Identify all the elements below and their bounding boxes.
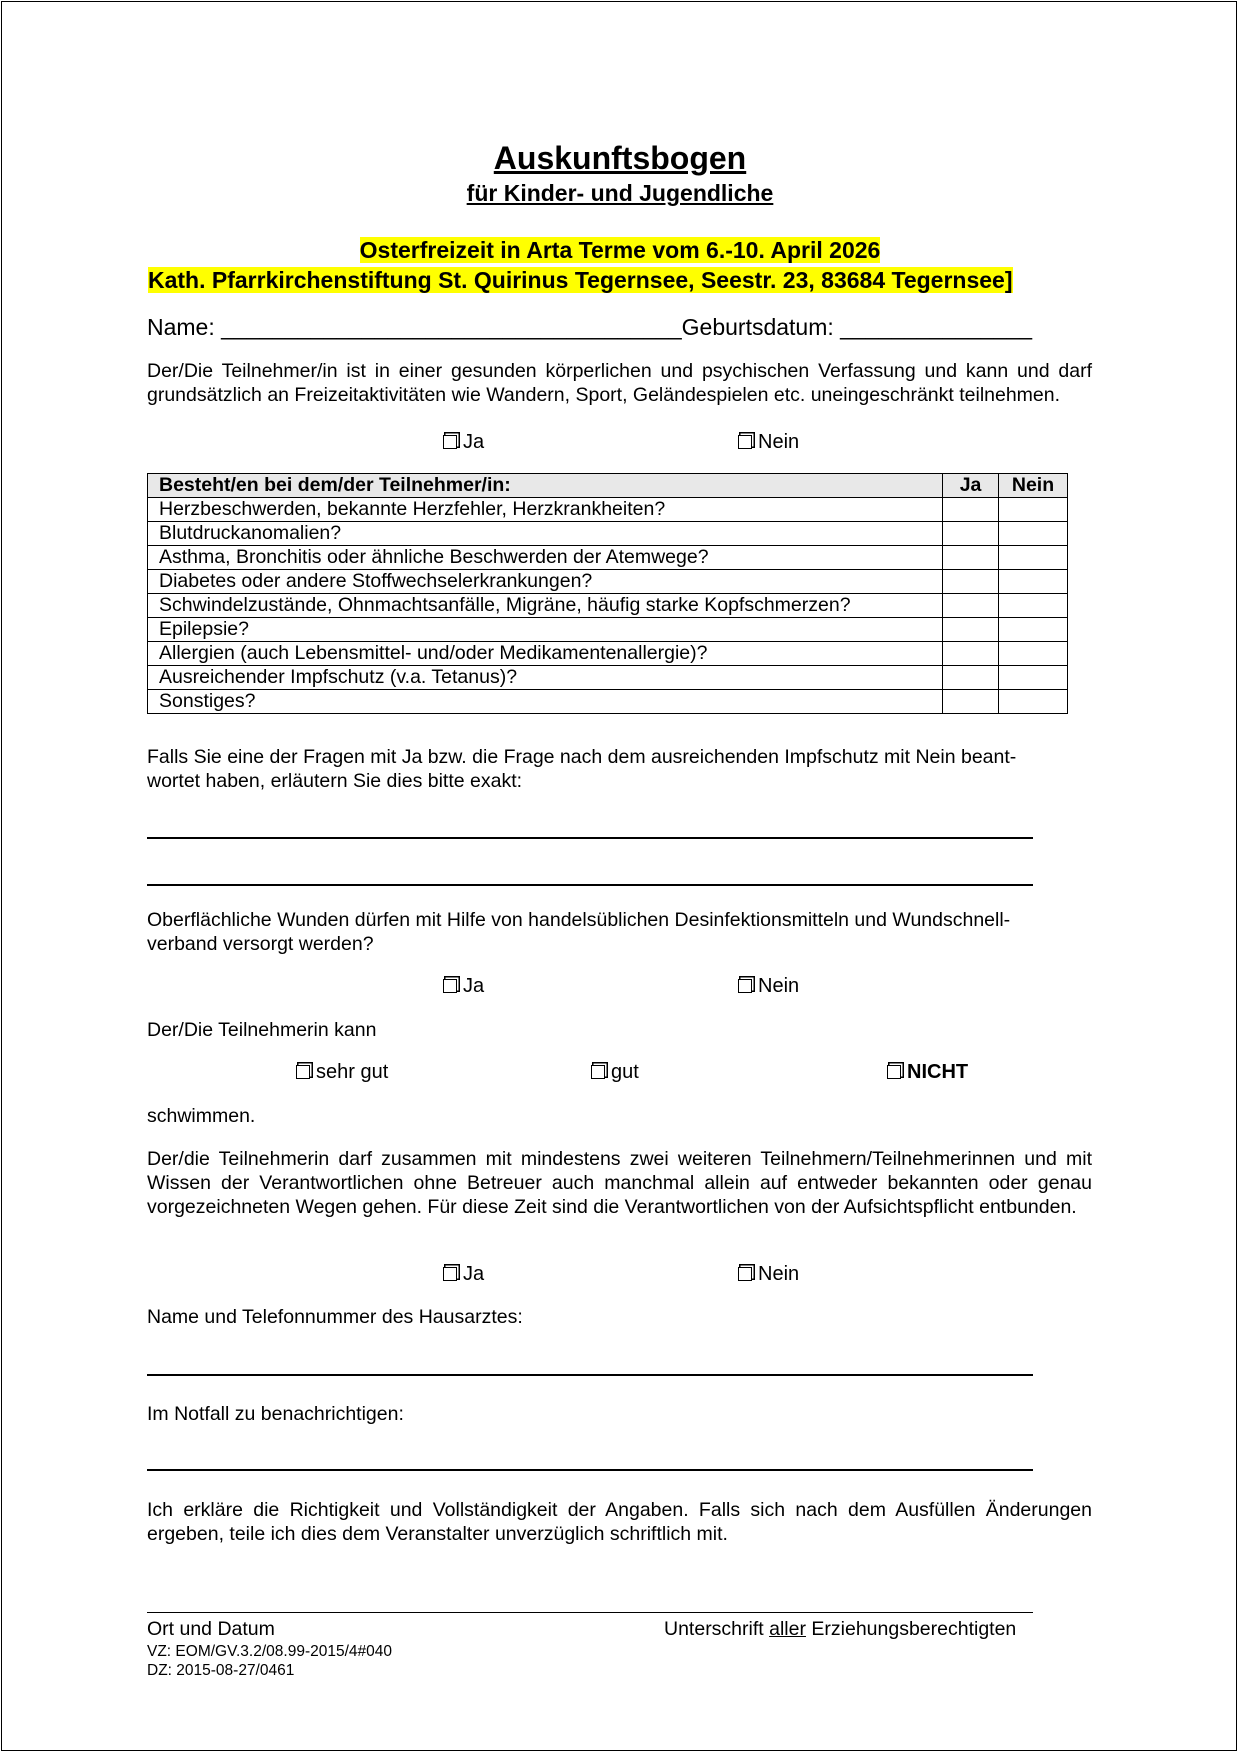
- signature-label: [664, 1617, 1016, 1641]
- answer-nein-cell[interactable]: [999, 594, 1068, 618]
- swim-end: schwimmen.: [147, 1105, 256, 1127]
- answer-nein-cell[interactable]: [999, 570, 1068, 594]
- option-label: sehr gut: [316, 1061, 389, 1083]
- signature-line[interactable]: [147, 1612, 1033, 1613]
- wound-ja-option[interactable]: [443, 975, 484, 998]
- table-row: [148, 498, 1068, 522]
- table-row: [148, 546, 1068, 570]
- signature-text-pre: Unterschrift: [664, 1618, 770, 1640]
- walk-statement: Der/die Teilnehmerin darf zusammen mit mindestens zwei weiteren Teilnehmern/Teilnehmerinnen und mit Wissen der Verantwortlichen ohne Betreuer auch manchmal allein auf entweder bekannten oder genau vorgezeichneten Wegen gehen. Für diese Zeit sind die Verantwortlichen von der Aufsichtspflicht entbunden.: [147, 1148, 1092, 1218]
- swim-very-good-option[interactable]: [296, 1061, 388, 1084]
- option-label: NICHT: [907, 1061, 969, 1083]
- question-text: Sonstiges?: [148, 690, 943, 714]
- emergency-answer-line[interactable]: [147, 1469, 1033, 1471]
- answer-ja-cell[interactable]: [943, 498, 999, 522]
- form-subtitle: für Kinder- und Jugendliche: [466, 180, 774, 206]
- option-label: Nein: [758, 1263, 800, 1285]
- col-nein-header: Nein: [999, 474, 1068, 498]
- checkbox-icon[interactable]: [443, 1267, 457, 1281]
- table-row: [148, 570, 1068, 594]
- answer-ja-cell[interactable]: [943, 618, 999, 642]
- checkbox-icon[interactable]: [738, 1267, 752, 1281]
- table-row: [148, 690, 1068, 714]
- table-row: [148, 618, 1068, 642]
- explain-answer-line-1[interactable]: [147, 837, 1033, 839]
- name-birth-row: [147, 314, 1032, 341]
- birthdate-field[interactable]: Geburtsdatum: _______________: [681, 314, 1033, 340]
- answer-nein-cell[interactable]: [999, 498, 1068, 522]
- explain-line-2: wortet haben, erläutern Sie dies bitte exakt:: [147, 770, 523, 792]
- answer-nein-cell[interactable]: [999, 642, 1068, 666]
- checkbox-icon[interactable]: [591, 1065, 605, 1079]
- event-line-2: Kath. Pfarrkirchenstiftung St. Quirinus Tegernsee, Seestr. 23, 83684 Tegernsee]: [148, 267, 1013, 293]
- table-row: [148, 522, 1068, 546]
- walk-ja-option[interactable]: [443, 1263, 484, 1286]
- option-label: Ja: [463, 1263, 485, 1285]
- wound-nein-option[interactable]: [738, 975, 799, 998]
- answer-ja-cell[interactable]: [943, 546, 999, 570]
- emergency-label: Im Notfall zu benachrichtigen:: [147, 1403, 404, 1425]
- checkbox-icon[interactable]: [887, 1065, 901, 1079]
- table-header-row: [148, 474, 1068, 498]
- question-text: Schwindelzustände, Ohnmachtsanfälle, Migräne, häufig starke Kopfschmerzen?: [148, 594, 943, 618]
- name-field[interactable]: Name: ____________________________________: [147, 314, 682, 340]
- answer-ja-cell[interactable]: [943, 642, 999, 666]
- doctor-label: Name und Telefonnummer des Hausarztes:: [147, 1306, 523, 1328]
- vz-reference: VZ: EOM/GV.3.2/08.99-2015/4#040: [147, 1643, 393, 1660]
- health-statement: Der/Die Teilnehmer/in ist in einer gesunden körperlichen und psychischen Verfassung und kann und darf grundsätzlich an Freizeitaktivitäten wie Wandern, Sport, Geländespielen etc. uneingeschränkt teilnehmen.: [147, 360, 1092, 406]
- answer-ja-cell[interactable]: [943, 666, 999, 690]
- checkbox-icon[interactable]: [738, 979, 752, 993]
- table-header: Besteht/en bei dem/der Teilnehmer/in:: [148, 474, 943, 498]
- answer-ja-cell[interactable]: [943, 690, 999, 714]
- col-ja-header: Ja: [943, 474, 999, 498]
- option-label: Ja: [463, 975, 485, 997]
- checkbox-icon[interactable]: [443, 435, 457, 449]
- checkbox-icon[interactable]: [443, 979, 457, 993]
- swim-intro: Der/Die Teilnehmerin kann: [147, 1019, 377, 1041]
- checkbox-icon[interactable]: [296, 1065, 310, 1079]
- question-text: Asthma, Bronchitis oder ähnliche Beschwerden der Atemwege?: [148, 546, 943, 570]
- question-text: Allergien (auch Lebensmittel- und/oder Medikamentenallergie)?: [148, 642, 943, 666]
- walk-nein-option[interactable]: [738, 1263, 799, 1286]
- option-label: gut: [611, 1061, 639, 1083]
- answer-ja-cell[interactable]: [943, 570, 999, 594]
- wound-line-2: verband versorgt werden?: [147, 933, 374, 955]
- option-label: Ja: [463, 431, 485, 453]
- question-text: Ausreichender Impfschutz (v.a. Tetanus)?: [148, 666, 943, 690]
- explain-line-1: Falls Sie eine der Fragen mit Ja bzw. die Frage nach dem ausreichenden Impfschutz mit Nein beant-: [147, 746, 1017, 768]
- declaration: Ich erkläre die Richtigkeit und Vollständigkeit der Angaben. Falls sich nach dem Ausfüllen Änderungen ergeben, teile ich dies dem Veranstalter unverzüglich schriftlich mit.: [147, 1499, 1092, 1545]
- answer-nein-cell[interactable]: [999, 690, 1068, 714]
- explain-answer-line-2[interactable]: [147, 884, 1033, 886]
- answer-ja-cell[interactable]: [943, 522, 999, 546]
- health-questions-table: [147, 473, 1068, 714]
- answer-nein-cell[interactable]: [999, 618, 1068, 642]
- answer-ja-cell[interactable]: [943, 594, 999, 618]
- answer-nein-cell[interactable]: [999, 522, 1068, 546]
- doctor-answer-line[interactable]: [147, 1374, 1033, 1376]
- question-text: Epilepsie?: [148, 618, 943, 642]
- table-row: [148, 594, 1068, 618]
- swim-not-option[interactable]: [887, 1061, 968, 1084]
- event-line-1-wrap: [0, 237, 1240, 264]
- dz-reference: DZ: 2015-08-27/0461: [147, 1662, 295, 1679]
- question-text: Herzbeschwerden, bekannte Herzfehler, Herzkrankheiten?: [148, 498, 943, 522]
- event-line-1: Osterfreizeit in Arta Terme vom 6.-10. April 2026: [359, 237, 881, 263]
- question-text: Diabetes oder andere Stoffwechselerkrankungen?: [148, 570, 943, 594]
- question-text: Blutdruckanomalien?: [148, 522, 943, 546]
- wound-line-1: Oberflächliche Wunden dürfen mit Hilfe von handelsüblichen Desinfektionsmitteln und Wundschnell-: [147, 909, 1011, 931]
- event-line-2-wrap: [148, 267, 1013, 294]
- health-ja-option[interactable]: [443, 431, 484, 454]
- table-row: [148, 642, 1068, 666]
- signature-text-underlined: aller: [769, 1618, 806, 1640]
- swim-good-option[interactable]: [591, 1061, 639, 1084]
- table-row: [148, 666, 1068, 690]
- signature-text-post: Erziehungsberechtigten: [805, 1618, 1017, 1640]
- health-nein-option[interactable]: [738, 431, 799, 454]
- answer-nein-cell[interactable]: [999, 666, 1068, 690]
- option-label: Nein: [758, 431, 800, 453]
- form-title: Auskunftsbogen: [493, 140, 747, 176]
- place-date-label: Ort und Datum: [147, 1618, 275, 1640]
- answer-nein-cell[interactable]: [999, 546, 1068, 570]
- checkbox-icon[interactable]: [738, 435, 752, 449]
- option-label: Nein: [758, 975, 800, 997]
